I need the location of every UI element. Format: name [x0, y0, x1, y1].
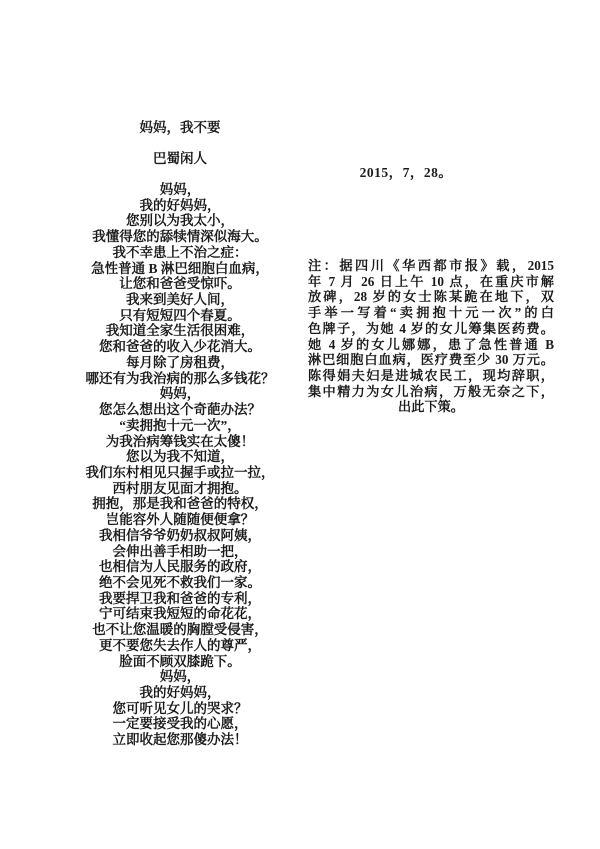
poem-line: 脸面不顾双膝跪下。 [119, 653, 241, 669]
poem-title: 妈妈，我不要 [139, 120, 221, 135]
poem-line: 您别以为我太小， [126, 213, 234, 229]
poem-line: 我的好妈妈， [139, 197, 221, 213]
poem-line: 岂能容外人随随便便拿？ [105, 512, 255, 528]
note-line: 她 4 岁的女儿娜娜，患了急性普通 B [308, 336, 554, 352]
note-line: 色牌子，为她 4 岁的女儿筹集医药费。 [308, 320, 554, 336]
note-line: 手举一写着“卖拥抱十元一次”的白 [308, 305, 554, 321]
poem-line: 妈妈， [159, 386, 201, 402]
poem-line: 我的好妈妈， [139, 685, 221, 700]
poem-line: 急性普通 B 淋巴细胞白血病， [91, 260, 269, 276]
poem-author: 巴蜀闲人 [153, 151, 207, 166]
note-line: 放碑，28 岁的女士陈某跪在地下，双 [308, 289, 554, 305]
poem-line: 西村朋友见面才拥抱。 [112, 480, 248, 496]
poem-line: 您可听见女儿的哭求？ [112, 700, 248, 716]
poem-line: “卖拥抱十元一次”， [119, 417, 241, 433]
poem-line: 立即收起您那傻办法！ [112, 732, 248, 748]
poem-line: 我来到美好人间， [126, 292, 234, 308]
poem-line: 我不幸患上不治之症： [112, 244, 248, 260]
poem-line: 每月除了房租费， [126, 354, 234, 370]
poem-line: 我相信爷爷奶奶叔叔阿姨， [99, 527, 261, 543]
poem-line: 一定要接受我的心愿， [112, 716, 248, 732]
poem-line: 拥抱，那是我和爸爸的特权， [92, 496, 268, 512]
note-body [308, 258, 554, 415]
poem-line: 为我治病筹钱实在太傻！ [105, 433, 255, 449]
note-line: 出此下策。 [398, 399, 464, 415]
poem-line: 妈妈， [159, 669, 201, 685]
poem-date: 2015，7，28。 [359, 165, 453, 180]
poem-line: 我要捍卫我和爸爸的专利， [99, 590, 261, 606]
poem-line: 您以为我不知道， [126, 449, 234, 465]
poem-line: 更不要您失去作人的尊严， [99, 637, 261, 653]
poem-line: 会伸出善手相助一把， [112, 543, 248, 559]
poem-line: 绝不会见死不救我们一家。 [99, 574, 261, 590]
poem-line: 我懂得您的舔犊情深似海大。 [92, 229, 268, 245]
poem-line: 妈妈， [159, 182, 201, 197]
note-line: 年 7 月 26 日上午 10 点，在重庆市解 [308, 273, 554, 289]
note-line: 陈得娟夫妇是进城农民工，现均辞职， [308, 368, 554, 384]
poem-body [50, 182, 310, 748]
note-line: 淋巴细胞白血病，医疗费至少 30 万元。 [308, 352, 554, 368]
note-line: 注：据四川《华西都市报》载，2015 [308, 258, 554, 273]
poem-line: 您怎么想出这个奇葩办法？ [99, 402, 261, 418]
poem-line: 让您和爸爸受惊吓。 [119, 276, 241, 292]
poem-line: 哪还有为我治病的那么多钱花？ [85, 370, 275, 386]
poem-line: 宁可结束我短短的命花花， [99, 606, 261, 622]
poem-line: 也不让您温暖的胸膛受侵害， [92, 622, 268, 638]
note-line: 集中精力为女儿治病，万般无奈之下， [308, 383, 554, 399]
poem-line: 我知道全家生活很困难， [105, 323, 255, 339]
poem-line: 我们东村相见只握手或拉一拉， [85, 464, 275, 480]
poem-line: 也相信为人民服务的政府， [99, 559, 261, 575]
poem-line: 您和爸爸的收入少花消大。 [99, 339, 261, 355]
poem-line: 只有短短四个春夏。 [119, 307, 241, 323]
